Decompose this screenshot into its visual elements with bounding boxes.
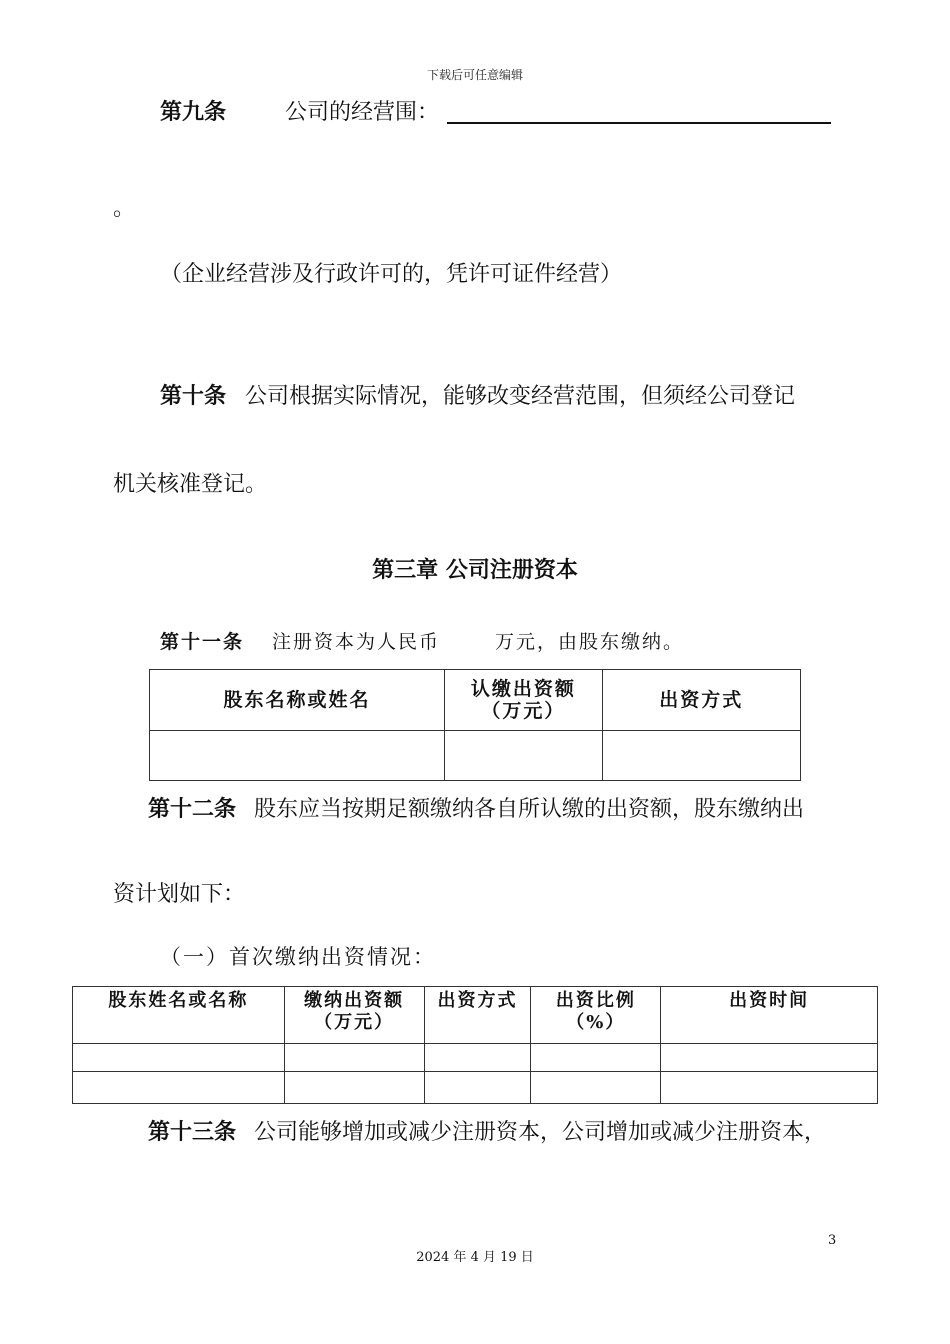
article-13-title: 第十三条 [148,1120,237,1145]
table-cell [150,731,445,781]
table-cell [73,1072,285,1104]
blank-line [447,122,831,124]
footer-date: 2024 年 4 月 19 日 [416,1250,534,1265]
header-paid-amount: 缴纳出资额 （万元） [284,987,424,1044]
header-contribution-ratio: 出资比例 （%） [531,987,661,1044]
table-cell [602,731,800,781]
header-shareholder-name: 股东姓名或名称 [73,987,285,1044]
table-cell [284,1072,424,1104]
table-row [73,1044,878,1072]
page-number: 3 [828,1233,837,1248]
page-header: 下载后可任意编辑 [426,68,523,82]
chapter-title: 第三章 公司注册资本 [372,558,578,583]
table-cell [424,1072,531,1104]
table-row [150,731,801,781]
capital-table [149,669,801,781]
table-cell [531,1072,661,1104]
article-10-text-cont: 机关核准登记。 [113,472,268,497]
article-9-end: 。 [113,196,136,221]
article-13-text: 公司能够增加或减少注册资本，公司增加或减少注册资本， [254,1120,827,1145]
header-contribution-method: 出资方式 [602,670,800,731]
table-cell [445,731,603,781]
article-12-text-cont: 资计划如下： [113,882,246,907]
article-12-title: 第十二条 [148,797,237,822]
payment-table [72,986,878,1104]
article-9-text: 公司的经营围： [285,100,440,125]
header-contribution-method: 出资方式 [424,987,531,1044]
article-9-note: （企业经营涉及行政许可的，凭许可证件经营） [160,262,623,287]
header-contribution-time: 出资时间 [661,987,878,1044]
table-cell [531,1044,661,1072]
table-cell [661,1044,878,1072]
article-9-title: 第九条 [160,100,227,125]
article-11-text-2: 万元，由股东缴纳。 [495,631,685,653]
table-cell [424,1044,531,1072]
table-row [73,1072,878,1104]
article-11-text: 注册资本为人民币 [272,631,441,653]
article-10-title: 第十条 [160,384,227,409]
header-shareholder-name: 股东名称或姓名 [150,670,445,731]
article-12-text: 股东应当按期足额缴纳各自所认缴的出资额，股东缴纳出 [254,797,805,822]
table-cell [284,1044,424,1072]
article-11-title: 第十一条 [160,631,245,653]
table-cell [661,1072,878,1104]
table-cell [73,1044,285,1072]
header-subscribed-amount: 认缴出资额 （万元） [445,670,603,731]
subsection-first-payment: （一）首次缴纳出资情况： [160,945,436,969]
article-10-text: 公司根据实际情况，能够改变经营范围，但须经公司登记 [245,384,796,409]
